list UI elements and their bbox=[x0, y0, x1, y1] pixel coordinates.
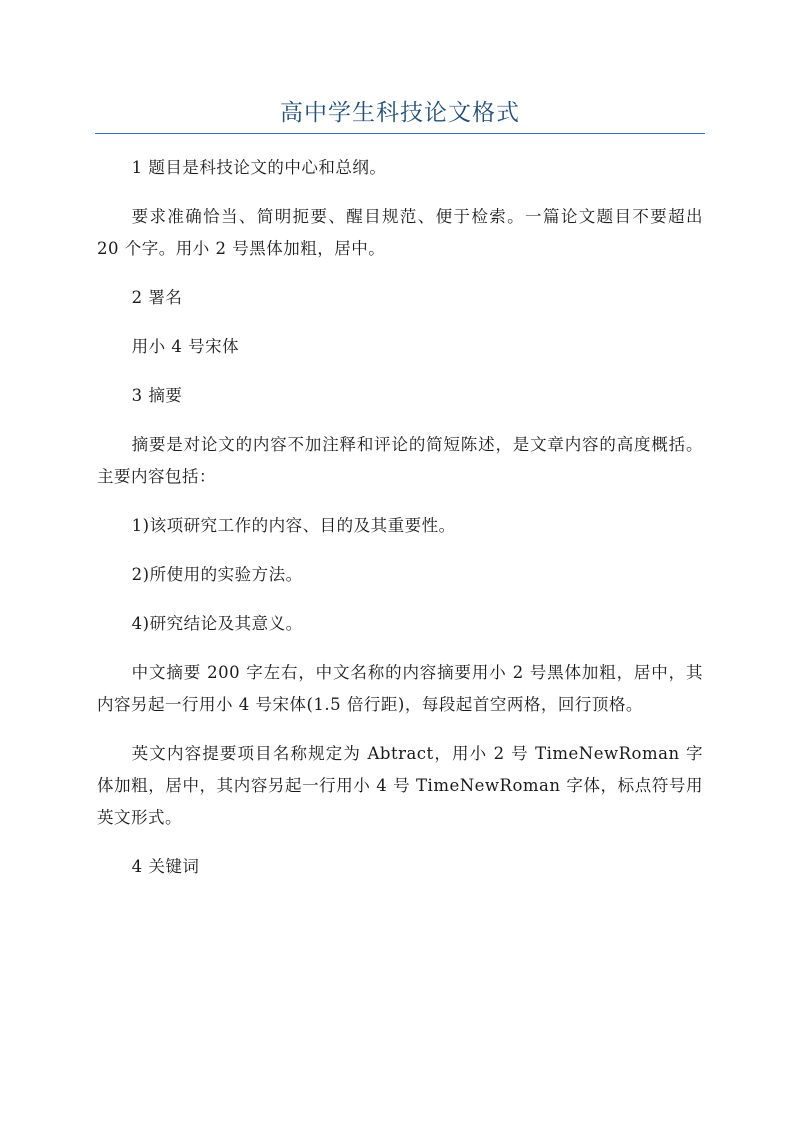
list-item-conclusion: 4)研究结论及其意义。 bbox=[131, 614, 303, 633]
list-item-purpose: 1)该项研究工作的内容、目的及其重要性。 bbox=[131, 516, 456, 535]
paragraph-title-heading: 1 题目是科技论文的中心和总纲。 bbox=[131, 158, 387, 177]
paragraph-keywords-heading: 4 关键词 bbox=[131, 857, 200, 876]
paragraph-signature-font: 用小 4 号宋体 bbox=[131, 337, 240, 356]
paragraph-title-requirements: 要求准确恰当、简明扼要、醒目规范、便于检索。一篇论文题目不要超出 20 个字。用小 2 号黑体加粗，居中。 bbox=[97, 207, 703, 258]
paragraph-english-abstract: 英文内容提要项目名称规定为 Abtract，用小 2 号 TimeNewRoman 字体加粗，居中，其内容另起一行用小 4 号 TimeNewRoman 字体，标点符号用英文形式。 bbox=[97, 744, 703, 827]
paragraph-abstract-heading: 3 摘要 bbox=[131, 386, 183, 405]
paragraph-signature-heading: 2 署名 bbox=[131, 288, 183, 307]
list-item-method: 2)所使用的实验方法。 bbox=[131, 565, 303, 584]
document-title: 高中学生科技论文格式 bbox=[280, 100, 520, 126]
title-underline bbox=[95, 133, 705, 134]
document-body bbox=[97, 152, 703, 900]
paragraph-abstract-definition: 摘要是对论文的内容不加注释和评论的简短陈述，是文章内容的高度概括。主要内容包括： bbox=[97, 435, 703, 486]
paragraph-chinese-abstract: 中文摘要 200 字左右，中文名称的内容摘要用小 2 号黑体加粗，居中，其内容另起一行用小 4 号宋体(1.5 倍行距)，每段起首空两格，回行顶格。 bbox=[97, 663, 703, 714]
